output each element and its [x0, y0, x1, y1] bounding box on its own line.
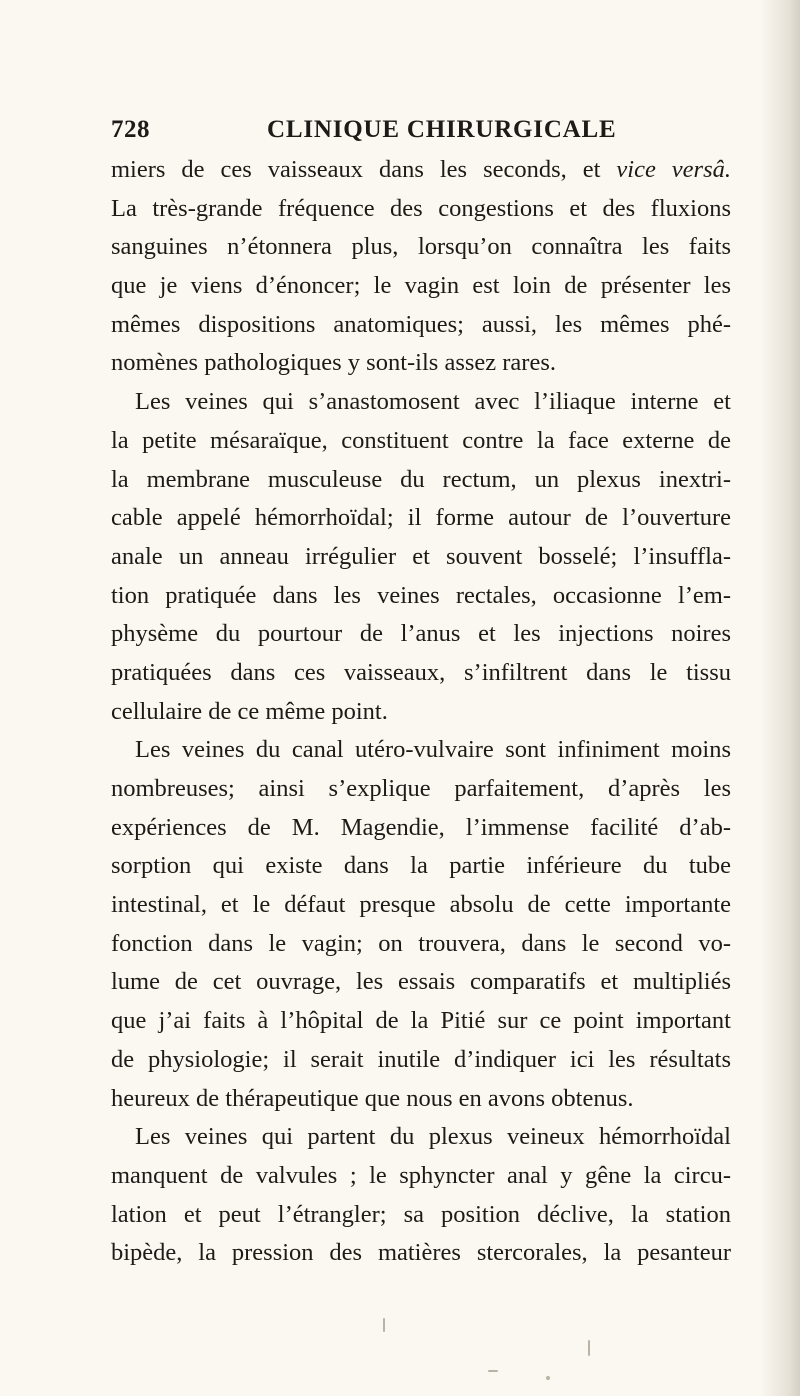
page-header — [111, 112, 731, 148]
text-line: Les veines qui s’anastomosent avec l’iliaque interne et — [135, 388, 731, 416]
text-line: fonction dans le vagin; on trouvera, dans le second vo- — [111, 929, 731, 957]
paper-speck — [488, 1370, 498, 1372]
text-line: anale un anneau irrégulier et souvent bosselé; l’insuffla- — [111, 542, 731, 570]
body-text — [111, 151, 731, 1273]
text-line: sanguines n’étonnera plus, lorsqu’on connaîtra les faits — [111, 233, 731, 261]
page-edge-shadow — [760, 0, 800, 1396]
text-line: nombreuses; ainsi s’explique parfaitement, d’après les — [111, 775, 731, 802]
text-line: sorption qui existe dans la partie inférieure du tube — [111, 852, 731, 880]
text-line: lume de cet ouvrage, les essais comparatifs et multipliés — [111, 968, 731, 996]
text-line: Les veines du canal utéro-vulvaire sont infiniment moins — [135, 736, 731, 764]
running-title: CLINIQUE CHIRURGICALE — [267, 116, 617, 143]
paper-speck — [383, 1318, 385, 1332]
text-line: nomènes pathologiques y sont-ils assez rares. — [111, 349, 556, 377]
text-line: pratiquées dans ces vaisseaux, s’infiltrent dans le tissu — [111, 658, 731, 686]
page-number: 728 — [111, 116, 150, 143]
text-line: intestinal, et le défaut presque absolu de cette importante — [111, 891, 731, 919]
text-line: Les veines qui partent du plexus veineux hémorrhoïdal — [135, 1123, 731, 1151]
text-line: tion pratiquée dans les veines rectales, occasionne l’em- — [111, 581, 731, 609]
text-line: que j’ai faits à l’hôpital de la Pitié sur ce point important — [111, 1007, 731, 1035]
text-line: La très-grande fréquence des congestions et des fluxions — [111, 194, 731, 222]
text-line: manquent de valvules ; le sphyncter anal y gêne la circu- — [111, 1161, 731, 1189]
text-line: que je viens d’énoncer; le vagin est loin de présenter les — [111, 272, 731, 300]
text-line: cable appelé hémorrhoïdal; il forme autour de l’ouverture — [111, 504, 731, 532]
text-line: physème du pourtour de l’anus et les injections noires — [111, 620, 731, 648]
text-line: de physiologie; il serait inutile d’indiquer ici les résultats — [111, 1045, 731, 1073]
text-line: miers de ces vaisseaux dans les seconds, et vice versâ. — [111, 156, 731, 183]
text-line: la petite mésaraïque, constituent contre la face externe de — [111, 426, 731, 454]
text-line: expériences de M. Magendie, l’immense facilité d’ab- — [111, 813, 731, 841]
paper-speck — [546, 1376, 550, 1380]
text-line: lation et peut l’étrangler; sa position déclive, la station — [111, 1200, 731, 1228]
text-line: heureux de thérapeutique que nous en avons obtenus. — [111, 1084, 634, 1112]
text-line: la membrane musculeuse du rectum, un plexus inextri- — [111, 465, 731, 493]
text-line: mêmes dispositions anatomiques; aussi, les mêmes phé- — [111, 310, 731, 338]
paper-speck — [588, 1340, 590, 1356]
text-line: cellulaire de ce même point. — [111, 697, 388, 725]
text-line: bipède, la pression des matières stercorales, la pesanteur — [111, 1239, 731, 1267]
